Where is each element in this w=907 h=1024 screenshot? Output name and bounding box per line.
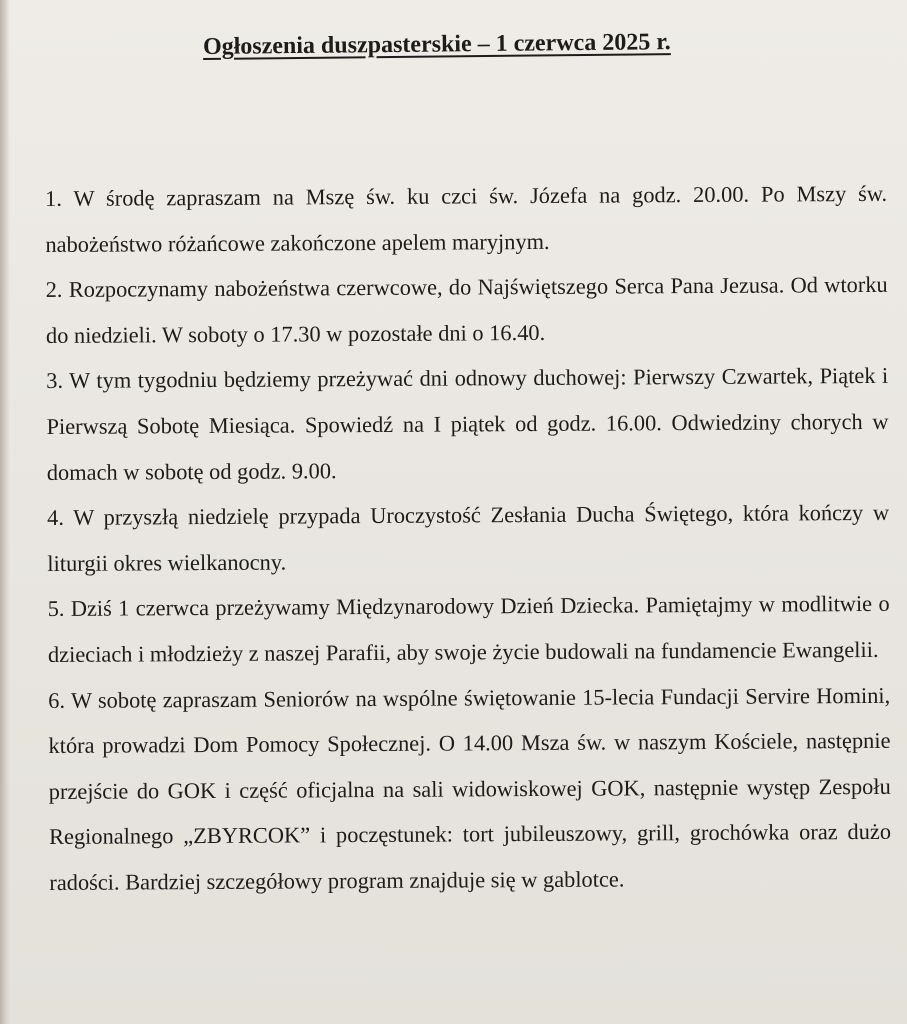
announcement-item-4: 4. W przyszłą niedzielę przypada Uroczystość Zesłania Ducha Świętego, która kończy w liturgii okres wielkanocny. — [47, 500, 890, 576]
announcement-list — [45, 171, 891, 906]
announcement-item-6: 6. W sobotę zapraszam Seniorów na wspólne świętowanie 15-lecia Fundacji Servire Homini, która prowadzi Dom Pomocy Społecznej. O 14.00 Msza św. w naszym Kościele, następnie przejście do GOK i część oficjalna na sali widowiskowej GOK, następnie występ Zespołu Regionalnego „ZBYRCOK” i poczęstunek: tort jubileuszowy, grill, grochówka oraz dużo radości. Bardziej szczegółowy program znajduje się w gablotce. — [48, 682, 892, 895]
announcement-item-1: 1. W środę zapraszam na Mszę św. ku czci św. Józefa na godz. 20.00. Po Mszy św. nabożeństwo różańcowe zakończone apelem maryjnym. — [45, 180, 888, 257]
page-title: Ogłoszenia duszpasterskie – 1 czerwca 2025 r. — [202, 29, 671, 60]
announcement-item-5: 5. Dziś 1 czerwca przeżywamy Międzynarodowy Dzień Dziecka. Pamiętajmy w modlitwie o dzieciach i młodzieży z naszej Parafii, aby swoje życie budowali na fundamencie Ewangelii. — [47, 591, 890, 667]
announcement-item-2: 2. Rozpoczynamy nabożeństwa czerwcowe, do Najświętszego Serca Pana Jezusa. Od wtorku do niedzieli. W soboty o 17.30 w pozostałe dni o 16.40. — [45, 272, 888, 348]
announcement-item-3: 3. W tym tygodniu będziemy przeżywać dni odnowy duchowej: Pierwszy Czwartek, Piątek i Pierwszą Sobotę Miesiąca. Spowiedź na I piątek od godz. 16.00. Odwiedziny chorych w domach w sobotę od godz. 9.00. — [46, 363, 889, 485]
